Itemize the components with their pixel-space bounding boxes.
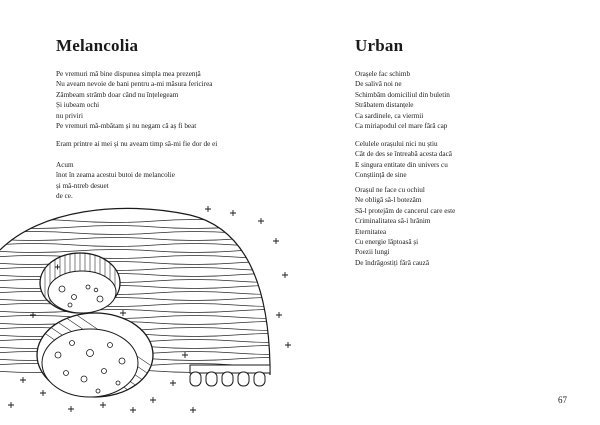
- poem-line: Orașele fac schimb: [355, 70, 411, 78]
- poem-line: Străbatem distanțele: [355, 101, 414, 110]
- poem-line: E singura entitate din univers cu: [355, 160, 448, 169]
- stanza: [56, 69, 212, 131]
- stanza: [355, 139, 452, 181]
- stanza: [355, 69, 450, 131]
- poem-line: Zâmbeam strâmb doar când nu înțelegeam: [56, 90, 179, 99]
- poem-title: Melancolia: [56, 36, 139, 55]
- poem-line: nu priviri: [56, 111, 83, 120]
- poem-line: Criminalitatea să-i hrănim: [355, 217, 431, 226]
- poem-line: Cu energie lăptoasă și: [355, 238, 419, 247]
- poem-line: Și iubeam ochi: [56, 101, 100, 110]
- poem-line: Cât de des se întreabă acesta dacă: [355, 150, 452, 159]
- poem-line: Acum: [56, 161, 74, 169]
- planet-illustration-icon: [0, 195, 300, 425]
- stanza: [56, 139, 217, 149]
- poem-line: Celulele orașului nici nu știu: [355, 140, 438, 148]
- poem-line: Ca sardinele, ca viermii: [355, 111, 424, 120]
- poem-line: Ca miriapodul cel mare fără cap: [355, 122, 448, 131]
- poem-line: Să-l protejăm de cancerul care este: [355, 206, 456, 215]
- poem-line: înot în zeama acestui butoi de melancolie: [56, 171, 175, 180]
- poem-line: Pe vremuri mă-mbătam și nu negam că aș fi beat: [56, 122, 197, 131]
- page-number: 67: [558, 395, 567, 405]
- poem-line: Eram printre ai mei și nu aveam timp să-mi fie dor de ei: [56, 140, 218, 148]
- poem-line: Orașul ne face cu ochiul: [355, 186, 425, 194]
- poem-line: Poezii lungi: [355, 248, 390, 257]
- poem-line: Ne obligă să-l botezăm: [355, 196, 422, 205]
- poem-line: Pe vremuri mă bine dispunea simpla mea prezență: [56, 70, 201, 78]
- poem-line: Eternitatea: [355, 227, 387, 236]
- poem-line: Conștiință de sine: [355, 171, 407, 180]
- poem-line: Schimbăm domiciliul din buletin: [355, 90, 450, 99]
- right-page: [300, 0, 600, 425]
- poem-line: Nu aveam nevoie de bani pentru a-mi măsura fericirea: [56, 80, 213, 89]
- poem-line: de ce.: [56, 192, 73, 201]
- stanza: [355, 185, 455, 268]
- poem-line: De salivă noi ne: [355, 80, 402, 89]
- poem-line: De îndrăgostiți fără cauză: [355, 258, 430, 267]
- poem-title: Urban: [355, 36, 404, 55]
- poem-line: și mă-ntreb desuet: [56, 181, 109, 190]
